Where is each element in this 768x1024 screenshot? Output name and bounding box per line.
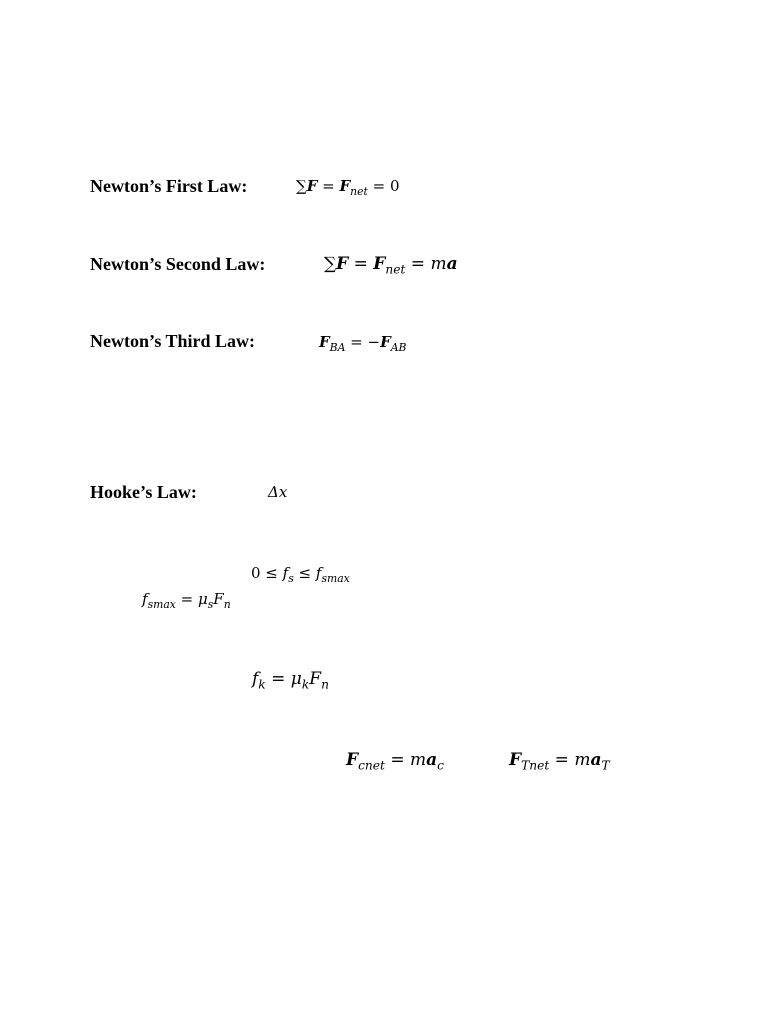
zero-value: 0 [389, 177, 400, 195]
mass-symbol: m [574, 750, 591, 770]
equals-sign: = [348, 254, 374, 274]
sum-symbol: ∑ [324, 254, 337, 274]
equals-sign: = [317, 177, 340, 195]
third-law-equation [319, 333, 407, 354]
force-symbol: F [336, 254, 349, 274]
force-symbol: F [306, 177, 318, 195]
t-subscript: T [601, 758, 610, 773]
first-law-equation [296, 177, 400, 198]
static-friction-range-equation [251, 564, 350, 585]
cnet-subscript: cnet [358, 758, 385, 773]
newtons-third-law-label: Newton’s Third Law: [90, 331, 256, 351]
max-static-friction-equation [142, 590, 231, 611]
ba-subscript: BA [329, 340, 346, 354]
tangential-force-symbol: F [509, 750, 522, 770]
tnet-subscript: Tnet [521, 758, 550, 773]
mu-symbol: μ [290, 669, 302, 689]
equals-sign: = [549, 750, 575, 770]
n-subscript: n [321, 677, 329, 692]
second-law-equation [324, 254, 458, 277]
n-subscript: n [223, 597, 231, 611]
smax-subscript: smax [147, 597, 176, 611]
hooke-law-equation [268, 483, 287, 501]
displacement-symbol: x [278, 483, 288, 501]
tangential-equation [509, 750, 610, 773]
normal-force-symbol: F [309, 669, 322, 689]
k-subscript: k [258, 677, 266, 692]
equals-minus-sign: = − [345, 333, 381, 351]
ab-subscript: AB [390, 340, 407, 354]
zero-le: 0 ≤ [251, 564, 283, 582]
newtons-second-law-label: Newton’s Second Law: [90, 254, 266, 274]
net-force-symbol: F [373, 254, 386, 274]
equals-sign: = [405, 254, 431, 274]
net-subscript: net [385, 262, 406, 277]
force-ab-symbol: F [380, 333, 391, 351]
delta-symbol: Δ [268, 483, 279, 501]
centripetal-force-symbol: F [346, 750, 359, 770]
mass-symbol: m [430, 254, 447, 274]
kinetic-friction-symbol: f [252, 669, 259, 689]
kinetic-friction-equation [252, 669, 329, 692]
equals-sign: = [265, 669, 291, 689]
s-subscript: s [207, 597, 214, 611]
equals-sign: = [384, 750, 411, 770]
hookes-law-label: Hooke’s Law: [90, 482, 197, 502]
smax-subscript: smax [321, 571, 350, 585]
newtons-first-law-label: Newton’s First Law: [90, 176, 248, 196]
acceleration-symbol: a [426, 750, 438, 770]
net-force-symbol: F [339, 177, 351, 195]
normal-force-symbol: F [213, 590, 224, 608]
le-sign: ≤ [293, 564, 316, 582]
acceleration-symbol: a [446, 254, 458, 274]
c-subscript: c [437, 758, 445, 773]
max-static-friction-symbol: f [315, 564, 322, 582]
acceleration-symbol: a [590, 750, 602, 770]
net-subscript: net [350, 184, 368, 198]
s-subscript: s [288, 571, 294, 585]
force-ba-symbol: F [319, 333, 330, 351]
equals-sign: = [175, 590, 198, 608]
static-friction-symbol: f [282, 564, 289, 582]
centripetal-equation [346, 750, 445, 773]
max-static-friction-symbol: f [142, 590, 148, 608]
k-subscript: k [301, 677, 310, 692]
mu-symbol: μ [197, 590, 208, 608]
equals-sign: = [367, 177, 390, 195]
sum-symbol: ∑ [296, 177, 307, 195]
mass-symbol: m [410, 750, 427, 770]
